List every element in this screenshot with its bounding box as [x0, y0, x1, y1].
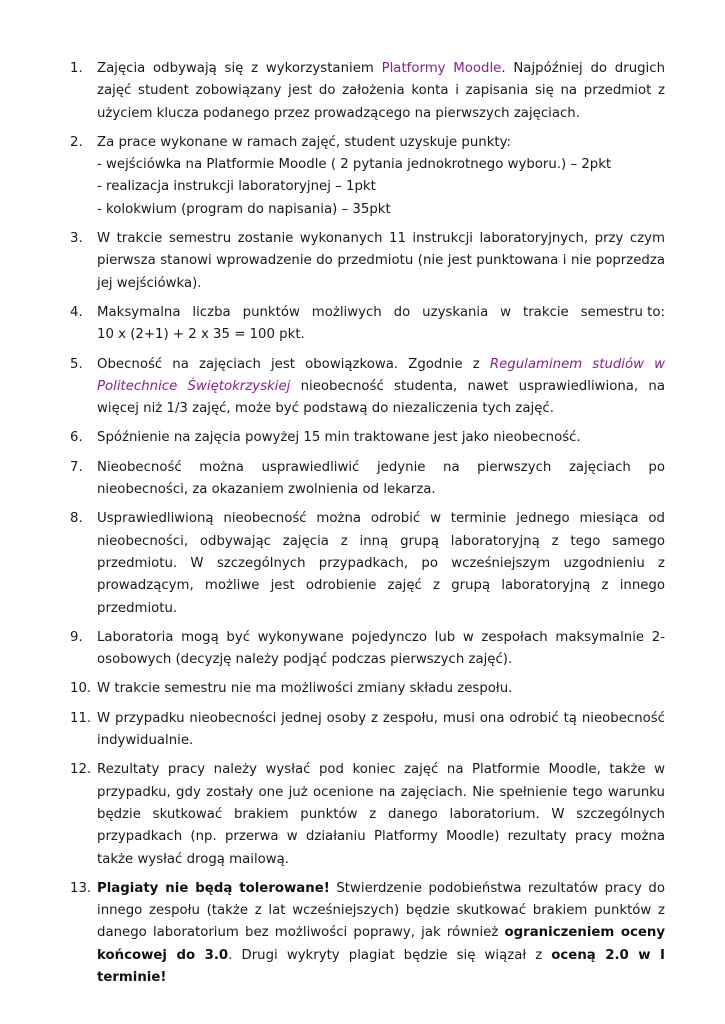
rule-number: 9. [70, 629, 83, 645]
rules-list [70, 58, 665, 996]
rule-number: 1. [70, 61, 83, 76]
rule-item-2: 2. Za prace wykonane w ramach zajęć, student uzyskuje punkty: - wejściówka na Platformie Moodle ( 2 pytania jednokrotnego wyboru.) – 2pkt - realizacja instrukcji laboratoryjnej – 1pkt - kolokwium (program do napisania) – 35pkt [70, 132, 665, 221]
rule-item-1: 1. Zajęcia odbywają się z wykorzystaniem Platformy Moodle. Najpóźniej do drugich zajęć student zobowiązany jest do założenia konta i zapisania się na przedmiot z użyciem klucza podanego przez prowadzącego na pierwszych zajęciach. [70, 58, 665, 125]
regulations-link[interactable]: Regulaminem studiów w Politechnice Świętokrzyskiej [97, 356, 665, 394]
plagiarism-warning: Plagiaty nie będą tolerowane! [97, 880, 330, 896]
points-formula: 10 x (2+1) + 2 x 35 = 100 pkt. [97, 327, 305, 343]
rule-number: 2. [70, 134, 83, 150]
rule-number: 12. [70, 762, 92, 778]
rule-item-9: 9. Laboratoria mogą być wykonywane pojedynczo lub w zespołach maksymalnie 2-osobowych (decyzję należy podjąć podczas pierwszych zajęć). [70, 627, 665, 672]
rule-4-words: Maksymalna liczba punktów możliwych do uzyskania w trakcie semestru to: [97, 304, 665, 320]
rule-item-4 [70, 302, 665, 347]
rule-number: 7. [70, 459, 83, 475]
rule-item-8: 8. Usprawiedliwioną nieobecność można odrobić w terminie jednego miesiąca od nieobecności, odbywając zajęcia z inną grupą laboratoryjną z tego samego przedmiotu. W szczególnych przypadkach, po wcześniejszym uzgodnieniu z prowadzącym, możliwe jest odrobienie zajęć z grupą laboratoryjną z innego przedmiotu. [70, 508, 665, 619]
rule-number: 6. [70, 430, 83, 446]
moodle-link[interactable]: Platformy Moodle [381, 61, 502, 76]
points-line: - wejściówka na Platformie Moodle ( 2 pytania jednokrotnego wyboru.) – 2pkt [97, 157, 612, 173]
rule-item-11: 11. W przypadku nieobecności jednej osoby z zespołu, musi ona odrobić tą nieobecność indywidualnie. [70, 708, 665, 753]
rule-item-5: 5. Obecność na zajęciach jest obowiązkowa. Zgodnie z Regulaminem studiów w Politechnice Świętokrzyskiej nieobecność studenta, nawet usprawiedliwiona, na więcej niż 1/3 zajęć, może być podstawą do niezaliczenia tych zajęć. [70, 354, 665, 421]
points-line: - kolokwium (program do napisania) – 35pkt [97, 201, 391, 217]
rule-number: 4. [70, 304, 83, 320]
rule-item-3: 3. W trakcie semestru zostanie wykonanych 11 instrukcji laboratoryjnych, przy czym pierwsza stanowi wprowadzenie do przedmiotu (nie jest punktowana i nie poprzedza jej wejściówka). [70, 228, 665, 295]
rule-number: 13. [70, 880, 92, 896]
rule-item-10: 10. W trakcie semestru nie ma możliwości zmiany składu zespołu. [70, 678, 665, 700]
points-line: - realizacja instrukcji laboratoryjnej – 1pkt [97, 179, 376, 195]
rule-number: 11. [70, 710, 92, 726]
rule-item-7: 7. Nieobecność można usprawiedliwić jedynie na pierwszych zajęciach po nieobecności, za okazaniem zwolnienia od lekarza. [70, 457, 665, 502]
rule-item-13: 13. Plagiaty nie będą tolerowane! Stwierdzenie podobieństwa rezultatów pracy do innego zespołu (także z lat wcześniejszych) będzie skutkować brakiem punktów z danego laboratorium bez możliwości poprawy, jak również ograniczeniem oceny końcowej do 3.0. Drugi wykryty plagiat będzie się wiązał z oceną 2.0 w I terminie! [70, 878, 665, 989]
rule-item-12: 12. Rezultaty pracy należy wysłać pod koniec zajęć na Platformie Moodle, także w przypadku, gdy zostały one już ocenione na zajęciach. Nie spełnienie tego warunku będzie skutkować brakiem punktów z danego laboratorium. W szczególnych przypadkach (np. przerwa w działaniu Platformy Moodle) rezultaty pracy można także wysłać drogą mailową. [70, 759, 665, 870]
rule-number: 8. [70, 511, 83, 527]
rule-number: 3. [70, 231, 83, 247]
rule-number: 10. [70, 681, 92, 697]
rule-item-6: 6. Spóźnienie na zajęcia powyżej 15 min traktowane jest jako nieobecność. [70, 427, 665, 449]
rule-number: 5. [70, 356, 83, 372]
